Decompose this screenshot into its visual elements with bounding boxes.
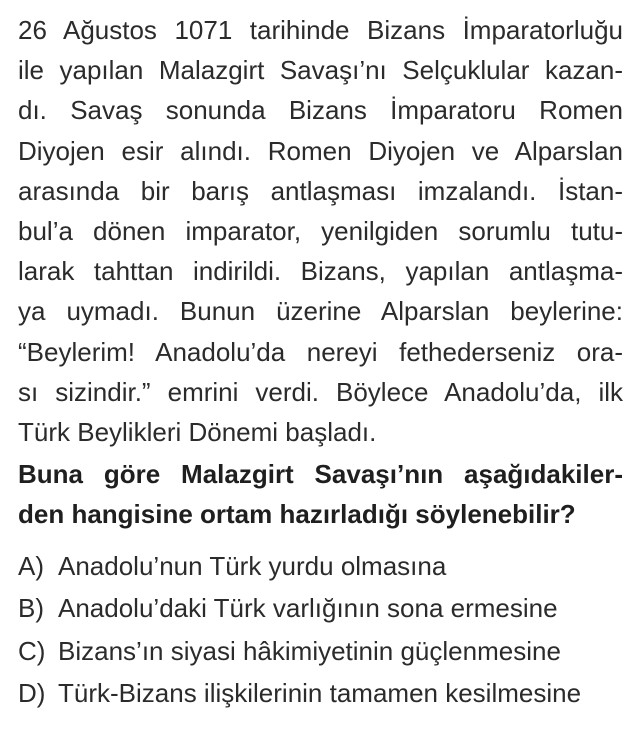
passage bbox=[18, 10, 623, 452]
question-prompt bbox=[18, 454, 623, 534]
option-letter: D) bbox=[18, 678, 46, 709]
passage-line: “Beylerim! Anadolu’da nereyi fethederseniz ora- bbox=[18, 336, 623, 367]
prompt-line: Buna göre Malazgirt Savaşı’nın aşağıdakiler- bbox=[18, 459, 623, 490]
passage-line: Türk Beylikleri Dönemi başladı. bbox=[18, 417, 377, 448]
passage-line: ile yapılan Malazgirt Savaşı’nı Selçuklular kazan- bbox=[18, 55, 623, 86]
option-letter: A) bbox=[18, 550, 44, 581]
option-text: Anadolu’daki Türk varlığının sona ermesine bbox=[58, 593, 558, 624]
prompt-line: den hangisine ortam hazırladığı söylenebilir? bbox=[18, 499, 576, 530]
passage-line: ya uymadı. Bunun üzerine Alparslan beylerine: bbox=[18, 296, 623, 327]
answer-options bbox=[18, 545, 623, 715]
option-a[interactable] bbox=[18, 545, 623, 588]
passage-line: 26 Ağustos 1071 tarihinde Bizans İmparatorluğu bbox=[18, 15, 623, 45]
option-text: Türk-Bizans ilişkilerinin tamamen kesilmesine bbox=[58, 678, 582, 709]
question-block bbox=[18, 10, 623, 715]
passage-line: Diyojen esir alındı. Romen Diyojen ve Alparslan bbox=[18, 135, 623, 166]
option-d[interactable] bbox=[18, 672, 623, 715]
option-letter: C) bbox=[18, 635, 46, 666]
passage-line: larak tahttan indirildi. Bizans, yapılan antlaşma- bbox=[18, 256, 623, 287]
option-text: Anadolu’nun Türk yurdu olmasına bbox=[58, 550, 447, 581]
passage-line: sı sizindir.” emrini verdi. Böylece Anadolu’da, ilk bbox=[18, 376, 623, 407]
option-c[interactable] bbox=[18, 630, 623, 673]
option-letter: B) bbox=[18, 593, 44, 624]
passage-line: arasında bir barış antlaşması imzalandı. İstan- bbox=[18, 175, 623, 206]
option-text: Bizans’ın siyasi hâkimiyetinin güçlenmesine bbox=[58, 635, 561, 666]
passage-line: dı. Savaş sonunda Bizans İmparatoru Romen bbox=[18, 95, 623, 126]
passage-line: bul’a dönen imparator, yenilgiden sorumlu tutu- bbox=[18, 216, 623, 247]
option-b[interactable] bbox=[18, 587, 623, 630]
